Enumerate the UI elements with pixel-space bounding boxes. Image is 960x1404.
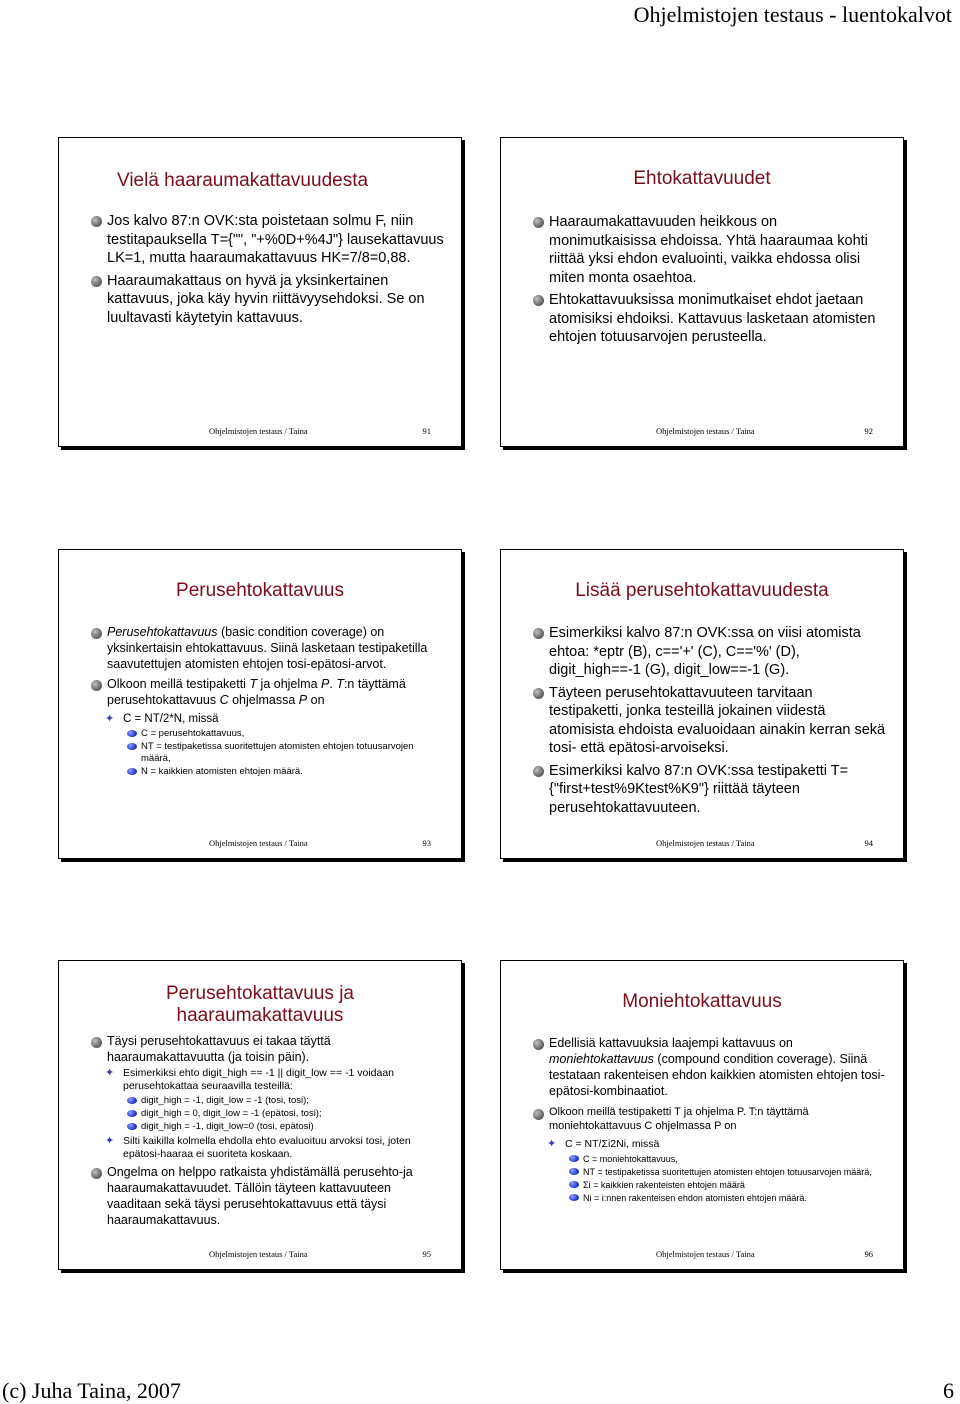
bullet: Esimerkiksi kalvo 87:n OVK:ssa testipaketti T={"first+test%9Ktest%K9"} riittää täyteen perusehtokattavuuteen.	[531, 762, 887, 818]
sub-bullet: ✦ Silti kaikilla kolmella ehdolla ehto evaluoituu arvoksi tosi, joten epätosi-haaraa ei suoriteta koskaan.	[89, 1135, 445, 1161]
text: ohjelmassa	[228, 693, 299, 707]
bullet: Haaraumakattavuuden heikkous on monimutkaisissa ehdoissa. Yhtä haaraumaa kohti riittää yksi ehdon evaluointi, vaikka ehdossa olisi miten monta osaehtoa.	[531, 213, 887, 287]
text: Edellisiä kattavuuksia laajempi kattavuus on	[549, 1036, 793, 1050]
slide-title: Perusehtokattavuus	[176, 580, 344, 601]
definition: Ni = i:nnen rakenteisen ehdon atomisten ehtojen määrä.	[549, 1192, 887, 1204]
sub-sub-bullet: digit_high = -1, digit_low=0 (tosi, epätosi)	[107, 1121, 445, 1133]
text: on	[307, 693, 325, 707]
bullet: Jos kalvo 87:n OVK:sta poistetaan solmu F, niin testitapauksella T={"", "+%0D+%4J"} lausekattavuus LK=1, mutta haaraumakattavuus HK=7/8=0,88.	[89, 212, 445, 268]
bullet: Esimerkiksi kalvo 87:n OVK:ssa on viisi atomista ehtoa: *eptr (B), c=='+' (C), C=='%' (D), digit_high==-1 (G), digit_low==-1 (G).	[531, 624, 887, 680]
bullet: Ehtokattavuuksissa monimutkaiset ehdot jaetaan atomisiksi ehdoiksi. Kattavuus lasketaan atomisten ehtojen totuusarvojen perusteella.	[531, 291, 887, 347]
var: C	[219, 693, 229, 707]
definition: NT = testipaketissa suoritettujen atomisten ehtojen totuusarvojen määrä,	[107, 741, 445, 765]
title-line: Perusehtokattavuus ja	[165, 983, 354, 1004]
definition: NT = testipaketissa suoritettujen atomisten ehtojen totuusarvojen määrä,	[549, 1166, 887, 1178]
definition: Σi = kaikkien rakenteisten ehtojen määrä	[549, 1179, 887, 1191]
definition: C = moniehtokattavuus,	[549, 1153, 887, 1165]
bullet-text: (basic condition coverage) on yksinkertaisin ehtokattavuus. Siinä lasketaan testipaketilla saavutettujen atomisten ehtojen tosi-epätosi-arvot.	[107, 625, 428, 671]
slide-96	[500, 960, 904, 1270]
sub-bullet: ✦ Esimerkiksi ehto digit_high == -1 || digit_low == -1 voidaan perusehtokattaa seuraavilla testeillä:	[89, 1067, 445, 1093]
sub-sub-bullet: digit_high = 0, digit_low = -1 (epätosi, tosi);	[107, 1108, 445, 1120]
term: moniehtokattavuus	[549, 1052, 654, 1066]
text: .	[329, 677, 337, 691]
var: T	[336, 677, 344, 691]
slide-number: 92	[864, 426, 873, 436]
slide-footer-text: Ohjelmistojen testaus / Taina	[209, 426, 308, 436]
page-header: Ohjelmistojen testaus - luentokalvot	[633, 2, 952, 27]
slide-title: Moniehtokattavuus	[622, 991, 782, 1012]
slide-title: Ehtokattavuudet	[633, 168, 771, 189]
slide-number: 95	[422, 1249, 431, 1259]
slide-number: 91	[422, 426, 431, 436]
slide-footer-text: Ohjelmistojen testaus / Taina	[656, 1249, 755, 1259]
formula: ✦ C = NT/2*N, missä	[89, 712, 445, 726]
slide-title: Lisää perusehtokattavuudesta	[575, 580, 829, 601]
term: Perusehtokattavuus	[107, 625, 218, 639]
text: (compound condition coverage). Siinä testataan rakenteisen ehdon kaikkien atomisten ehtojen tosi-epätosi-kombinaatiot.	[549, 1052, 885, 1098]
sub-sub-bullet: digit_high = -1, digit_low = -1 (tosi, tosi);	[107, 1095, 445, 1107]
slide-footer-text: Ohjelmistojen testaus / Taina	[656, 426, 755, 436]
bullet	[89, 624, 445, 672]
slide-footer-text: Ohjelmistojen testaus / Taina	[209, 1249, 308, 1259]
bullet: Ongelma on helppo ratkaista yhdistämällä perusehto-ja haaraumakattavuudet. Tällöin täyteen kattavuuteen vaaditaan sekä täysi perusehtokattavuus että täysi haaraumakattavuus.	[89, 1164, 445, 1228]
var: P	[298, 693, 308, 707]
text: Olkoon meillä testipaketti	[107, 677, 250, 691]
slide-93	[58, 549, 462, 859]
bullet: Täyteen perusehtokattavuuteen tarvitaan testipaketti, jonka testeillä jokainen viidestä atomisista ehdoista evaluoidaan ainakin kerran sekä tosi- että epätosi-arvoiseksi.	[531, 684, 887, 758]
slide-title: Vielä haaraumakattavuudesta	[117, 170, 369, 191]
bullet: Täysi perusehtokattavuus ei takaa täyttä haaraumakattavuutta (ja toisin päin).	[89, 1033, 445, 1065]
slide-91	[58, 137, 462, 447]
var: T	[249, 677, 258, 691]
formula: ✦ C = NT/Σi2Ni, missä	[531, 1137, 887, 1151]
page-number: 6	[943, 1378, 954, 1403]
slide-number: 96	[864, 1249, 873, 1259]
slide-title	[59, 983, 461, 1027]
definition: N = kaikkien atomisten ehtojen määrä.	[107, 766, 445, 778]
slide-94	[500, 549, 904, 859]
slide-number: 93	[422, 838, 431, 848]
slide-number: 94	[864, 838, 873, 848]
slide-footer-text: Ohjelmistojen testaus / Taina	[209, 838, 308, 848]
bullet: Haaraumakattaus on hyvä ja yksinkertainen kattavuus, joka käy hyvin riittävyysehdoksi. Se on luultavasti käytetyin kattavuus.	[89, 272, 445, 328]
text: :n täyttämä perusehtokattavuus	[107, 677, 406, 707]
bullet	[531, 1035, 887, 1099]
bullet	[89, 676, 445, 708]
slide-footer-text: Ohjelmistojen testaus / Taina	[656, 838, 755, 848]
slide-92	[500, 137, 904, 447]
var: P	[321, 677, 330, 691]
definition: C = perusehtokattavuus,	[107, 728, 445, 740]
text: ja ohjelma	[257, 677, 322, 691]
title-line: haaraumakattavuus	[176, 1005, 344, 1026]
bullet: Olkoon meillä testipaketti T ja ohjelma P. T:n täyttämä moniehtokattavuus C ohjelmassa P on	[531, 1105, 887, 1133]
slide-95	[58, 960, 462, 1270]
copyright: (c) Juha Taina, 2007	[2, 1378, 181, 1403]
